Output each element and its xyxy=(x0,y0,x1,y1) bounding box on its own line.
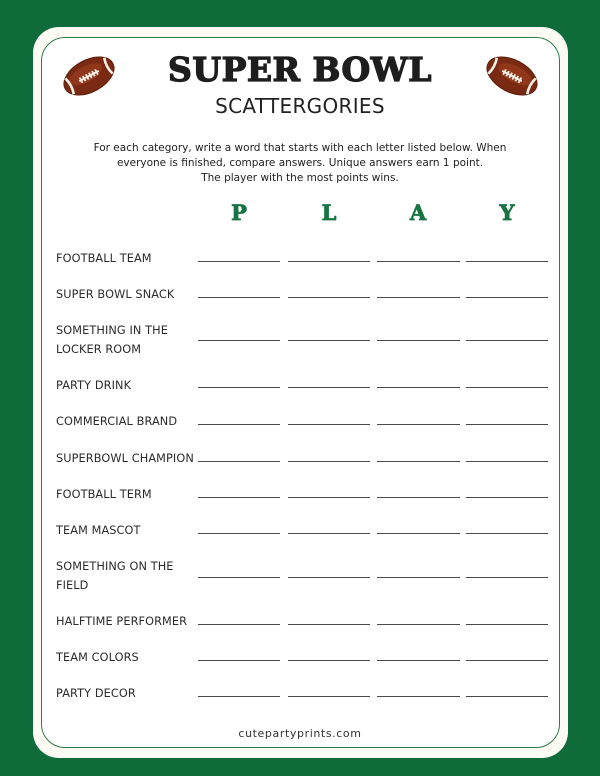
answer-blank-y[interactable] xyxy=(466,261,548,262)
instructions-line: everyone is finished, compare answers. Unique answers earn 1 point. xyxy=(116,157,484,169)
category-label xyxy=(56,557,206,595)
instructions-line: The player with the most points wins. xyxy=(201,172,399,184)
answer-blank-l[interactable] xyxy=(288,696,370,697)
answer-blank-y[interactable] xyxy=(466,624,548,625)
answer-blank-p[interactable] xyxy=(198,577,280,578)
instructions-line: For each category, write a word that starts with each letter listed below. When xyxy=(93,142,507,154)
answer-blank-l[interactable] xyxy=(288,461,370,462)
category-label xyxy=(56,376,206,395)
answer-blank-y[interactable] xyxy=(466,297,548,298)
answer-blank-a[interactable] xyxy=(377,261,460,262)
category-label-line: HALFTIME PERFORMER xyxy=(56,615,188,628)
category-label xyxy=(56,684,206,703)
answer-blank-y[interactable] xyxy=(466,387,548,388)
answer-blank-l[interactable] xyxy=(288,424,370,425)
answer-blank-l[interactable] xyxy=(288,340,370,341)
answer-blank-y[interactable] xyxy=(466,461,548,462)
answer-blank-l[interactable] xyxy=(288,497,370,498)
category-label xyxy=(56,249,206,268)
answer-blank-y[interactable] xyxy=(466,340,548,341)
answer-blank-p[interactable] xyxy=(198,424,280,425)
answer-blank-a[interactable] xyxy=(377,696,460,697)
answer-blank-p[interactable] xyxy=(198,297,280,298)
answer-blank-p[interactable] xyxy=(198,261,280,262)
category-label xyxy=(56,412,206,431)
category-label-line: LOCKER ROOM xyxy=(56,343,142,356)
category-label-line: SUPER BOWL SNACK xyxy=(56,288,175,301)
answer-blank-a[interactable] xyxy=(377,660,460,661)
answer-blank-y[interactable] xyxy=(466,577,548,578)
page-title: SUPER BOWL xyxy=(167,50,432,89)
category-label xyxy=(56,285,206,304)
page-subtitle: SCATTERGORIES xyxy=(215,94,385,118)
category-label-line: TEAM MASCOT xyxy=(56,524,141,537)
letter-column-header: L xyxy=(321,200,337,225)
category-label-line: SOMETHING ON THE xyxy=(56,560,174,573)
answer-blank-a[interactable] xyxy=(377,340,460,341)
category-label xyxy=(56,485,206,504)
answer-blank-y[interactable] xyxy=(466,696,548,697)
footer-site: cutepartyprints.com xyxy=(238,727,362,740)
answer-blank-a[interactable] xyxy=(377,461,460,462)
category-label-line: COMMERCIAL BRAND xyxy=(56,415,178,428)
answer-blank-p[interactable] xyxy=(198,660,280,661)
answer-blank-a[interactable] xyxy=(377,577,460,578)
category-label xyxy=(56,449,206,468)
answer-blank-l[interactable] xyxy=(288,577,370,578)
letter-column-header: P xyxy=(231,200,247,225)
category-label-line: FOOTBALL TERM xyxy=(56,488,152,501)
answer-blank-y[interactable] xyxy=(466,533,548,534)
answer-blank-l[interactable] xyxy=(288,624,370,625)
answer-blank-l[interactable] xyxy=(288,387,370,388)
category-label-line: TEAM COLORS xyxy=(56,651,139,664)
answer-blank-p[interactable] xyxy=(198,387,280,388)
answer-blank-a[interactable] xyxy=(377,424,460,425)
category-label-line: FIELD xyxy=(56,579,89,592)
category-label xyxy=(56,648,206,667)
answer-blank-l[interactable] xyxy=(288,533,370,534)
answer-blank-l[interactable] xyxy=(288,297,370,298)
answer-blank-y[interactable] xyxy=(466,497,548,498)
answer-blank-l[interactable] xyxy=(288,261,370,262)
answer-blank-a[interactable] xyxy=(377,297,460,298)
letters-header xyxy=(0,200,600,226)
category-label-line: SOMETHING IN THE xyxy=(56,324,168,337)
answer-blank-p[interactable] xyxy=(198,340,280,341)
answer-blank-p[interactable] xyxy=(198,497,280,498)
category-label-line: FOOTBALL TEAM xyxy=(56,252,152,265)
answer-blank-a[interactable] xyxy=(377,624,460,625)
answer-blank-a[interactable] xyxy=(377,533,460,534)
answer-blank-a[interactable] xyxy=(377,497,460,498)
answer-blank-p[interactable] xyxy=(198,624,280,625)
answer-blank-p[interactable] xyxy=(198,696,280,697)
answer-blank-y[interactable] xyxy=(466,660,548,661)
letter-column-header: Y xyxy=(499,200,515,225)
category-label xyxy=(56,612,206,631)
letter-column-header: A xyxy=(409,200,427,225)
answer-blank-p[interactable] xyxy=(198,461,280,462)
category-label-line: PARTY DRINK xyxy=(56,379,132,392)
answer-blank-p[interactable] xyxy=(198,533,280,534)
answer-blank-l[interactable] xyxy=(288,660,370,661)
instructions xyxy=(60,141,540,186)
answer-blank-y[interactable] xyxy=(466,424,548,425)
category-label xyxy=(56,521,206,540)
category-label xyxy=(56,321,206,359)
category-label-line: PARTY DECOR xyxy=(56,687,136,700)
category-label-line: SUPERBOWL CHAMPION xyxy=(56,452,194,465)
answer-blank-a[interactable] xyxy=(377,387,460,388)
